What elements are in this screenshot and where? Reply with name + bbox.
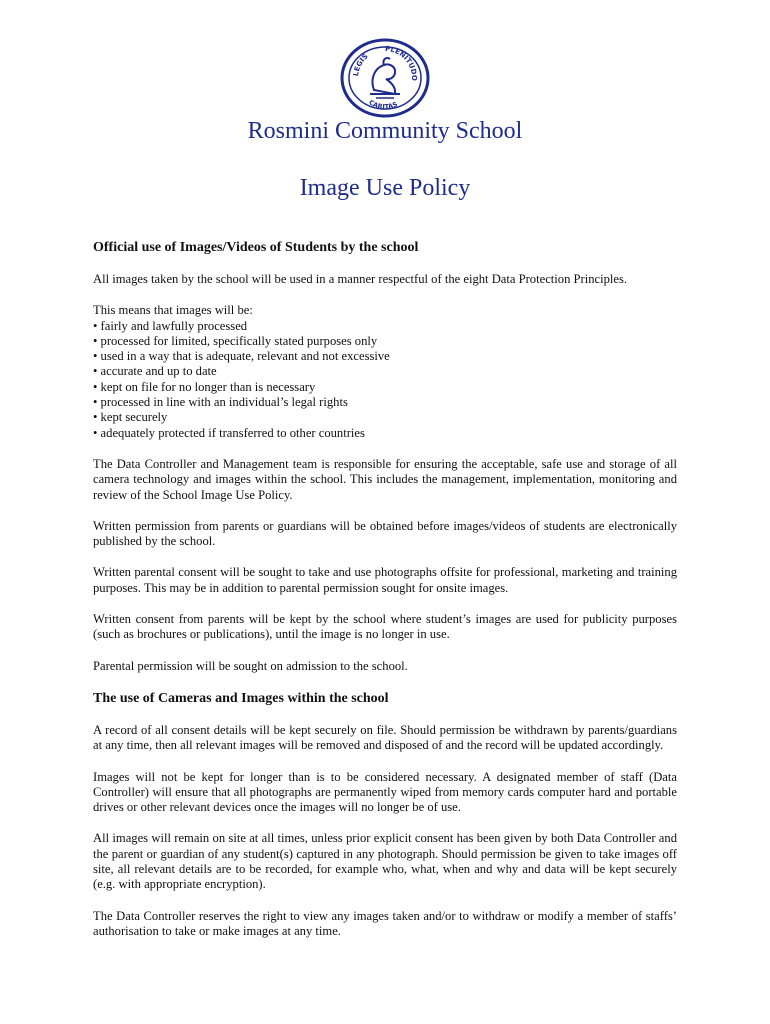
- list-item: • processed in line with an individual’s legal rights: [93, 395, 348, 410]
- list-item: • accurate and up to date: [93, 364, 217, 379]
- paragraph: Images will not be kept for longer than is to be considered necessary. A designated member of staff (Data Controller) will ensure that all photographs are permanently wiped from memory cards computer hard and portable drives or other relevant devices once the images will no longer be of use.: [93, 769, 677, 815]
- paragraph: A record of all consent details will be kept securely on file. Should permission be withdrawn by parents/guardians at any time, then all relevant images will be removed and disposed of and the record will be updated accordingly.: [93, 722, 677, 753]
- section-heading-official-use: Official use of Images/Videos of Students by the school: [93, 240, 419, 255]
- list-item: • kept on file for no longer than is necessary: [93, 379, 316, 394]
- paragraph: Written consent from parents will be kept by the school where student’s images are used for publicity purposes (such as brochures or publications), until the image is no longer in use.: [93, 612, 677, 642]
- list-item: • used in a way that is adequate, relevant and not excessive: [93, 349, 390, 364]
- list-item: • processed for limited, specifically stated purposes only: [93, 333, 378, 348]
- list-item: • adequately protected if transferred to other countries: [93, 425, 365, 440]
- section-heading-cameras: The use of Cameras and Images within the school: [93, 690, 389, 706]
- paragraph: The Data Controller reserves the right to view any images taken and/or to withdraw or modify a member of staffs’ authorisation to take or make images at any time.: [93, 908, 677, 938]
- paragraph: All images will remain on site at all times, unless prior explicit consent has been given by both Data Controller and the parent or guardian of any student(s) captured in any photograph. Should permission be given to take images off site, all relevant details are to be recorded, for example who, what, when and why and data will be kept securely (e.g. with appropriate encryption).: [93, 831, 677, 892]
- paragraph: Written permission from parents or guardians will be obtained before images/videos of students are electronically published by the school.: [93, 518, 677, 549]
- crest-motto-right: PLENITUDO: [384, 44, 419, 81]
- document-body: [93, 239, 677, 955]
- school-name: Rosmini Community School: [247, 118, 523, 144]
- list-intro: This means that images will be:: [93, 303, 253, 318]
- paragraph: All images taken by the school will be used in a manner respectful of the eight Data Protection Principles.: [93, 272, 628, 286]
- list-item: • kept securely: [93, 410, 168, 425]
- principles-list: [93, 319, 677, 441]
- crest-motto-left: LEGIS: [352, 52, 370, 77]
- paragraph: The Data Controller and Management team is responsible for ensuring the acceptable, safe use and storage of all camera technology and images within the school. This includes the management, implementation, monitoring and review of the School Image Use Policy.: [93, 456, 677, 502]
- paragraph: Written parental consent will be sought to take and use photographs offsite for professional, marketing and training purposes. This may be in addition to parental permission sought for onsite images.: [93, 565, 677, 595]
- school-crest-logo: [340, 38, 430, 118]
- list-item: • fairly and lawfully processed: [93, 318, 248, 333]
- crest-motto-bottom: CARITAS: [367, 98, 399, 111]
- paragraph: Parental permission will be sought on admission to the school.: [93, 658, 408, 673]
- document-title: Image Use Policy: [299, 175, 471, 201]
